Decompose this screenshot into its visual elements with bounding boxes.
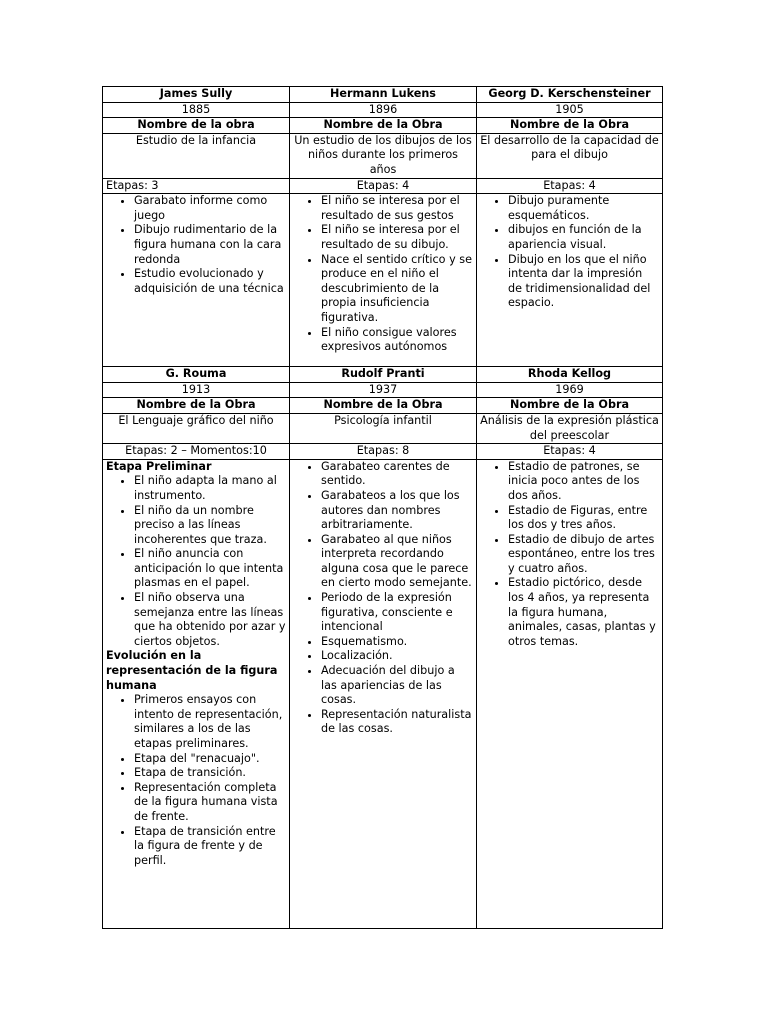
work-title: Análisis de la expresión plástica del preescolar: [477, 413, 663, 443]
list-item: • Dibujo rudimentario de la figura humana con la cara redonda: [134, 223, 286, 267]
list-item: • Estadio de Figuras, entre los dos y tres años.: [508, 504, 659, 533]
stages-list: [106, 693, 286, 868]
stages-list: [293, 194, 473, 355]
work-label-row: [103, 118, 663, 134]
list-item: • dibujos en función de la apariencia visual.: [508, 223, 659, 252]
stages-list: [106, 194, 286, 296]
section-title: Etapa Preliminar: [106, 459, 212, 473]
work-label: Nombre de la Obra: [477, 118, 663, 134]
stages-cell: [103, 194, 290, 367]
stages-cell: [477, 459, 663, 928]
stages-list-row: [103, 459, 663, 928]
list-item: • Dibujo en los que el niño intenta dar la impresión de tridimensionalidad del espacio.: [508, 253, 659, 311]
work-title: Psicología infantil: [290, 413, 477, 443]
year: 1937: [290, 382, 477, 398]
list-item: • Primeros ensayos con intento de representación, similares a los de las etapas preliminares.: [134, 693, 286, 751]
stages-count: Etapas: 4: [477, 444, 663, 460]
list-item: • Estudio evolucionado y adquisición de una técnica: [134, 267, 286, 296]
section-title: Evolución en la representación de la figura humana: [106, 649, 278, 692]
work-label: Nombre de la Obra: [290, 118, 477, 134]
stages-cell: [103, 459, 290, 928]
list-item: • Estadio de dibujo de artes espontáneo, entre los tres y cuatro años.: [508, 533, 659, 577]
stages-list: [480, 194, 659, 311]
year: 1896: [290, 102, 477, 118]
author-name: Rhoda Kellog: [477, 367, 663, 383]
list-item: • Representación naturalista de las cosas.: [321, 708, 473, 737]
stages-count: Etapas: 2 – Momentos:10: [103, 444, 290, 460]
list-item: • Periodo de la expresión figurativa, consciente e intencional: [321, 591, 473, 635]
stages-count: Etapas: 8: [290, 444, 477, 460]
list-item: • Dibujo puramente esquemáticos.: [508, 194, 659, 223]
stages-list-row: [103, 194, 663, 367]
list-item: • Etapa de transición entre la figura de frente y de perfil.: [134, 825, 286, 869]
comparison-table: [102, 86, 663, 929]
stages-cell: [477, 194, 663, 367]
year: 1905: [477, 102, 663, 118]
list-item: • Localización.: [321, 649, 473, 664]
work-title: Un estudio de los dibujos de los niños durante los primeros años: [290, 133, 477, 178]
list-item: • Garabateo carentes de sentido.: [321, 460, 473, 489]
year: 1913: [103, 382, 290, 398]
year: 1885: [103, 102, 290, 118]
list-item: • Nace el sentido crítico y se produce en el niño el descubrimiento de la propia insuficiencia figurativa.: [321, 253, 473, 326]
list-item: • Etapa de transición.: [134, 766, 286, 781]
stages-count: Etapas: 4: [290, 178, 477, 194]
work-title-row: [103, 133, 663, 178]
list-item: • Garabateo al que niños interpreta recordando alguna cosa que le parece en cierto modo semejante.: [321, 533, 473, 591]
year-row: [103, 102, 663, 118]
author-name: Georg D. Kerschensteiner: [477, 87, 663, 103]
list-item: • El niño anuncia con anticipación lo que intenta plasmas en el papel.: [134, 547, 286, 591]
stages-row: [103, 444, 663, 460]
list-item: • El niño observa una semejanza entre las líneas que ha obtenido por azar y ciertos objetos.: [134, 591, 286, 649]
author-name: G. Rouma: [103, 367, 290, 383]
year-row: [103, 382, 663, 398]
stages-row: [103, 178, 663, 194]
list-item: • El niño se interesa por el resultado de sus gestos: [321, 194, 473, 223]
work-label: Nombre de la obra: [103, 118, 290, 134]
author-name: James Sully: [103, 87, 290, 103]
list-item: • El niño adapta la mano al instrumento.: [134, 474, 286, 503]
author-row: [103, 367, 663, 383]
stages-list: [106, 474, 286, 649]
list-item: • Esquematismo.: [321, 635, 473, 650]
stages-count: Etapas: 4: [477, 178, 663, 194]
author-name: Hermann Lukens: [290, 87, 477, 103]
work-label: Nombre de la Obra: [477, 398, 663, 414]
work-title-row: [103, 413, 663, 443]
list-item: • Adecuación del dibujo a las apariencias de las cosas.: [321, 664, 473, 708]
work-label: Nombre de la Obra: [290, 398, 477, 414]
list-item: • Garabateos a los que los autores dan nombres arbitrariamente.: [321, 489, 473, 533]
list-item: • Garabato informe como juego: [134, 194, 286, 223]
work-title: El desarrollo de la capacidad de para el dibujo: [477, 133, 663, 178]
stages-cell: [290, 459, 477, 928]
list-item: • Etapa del "renacuajo".: [134, 752, 286, 767]
list-item: • Estadio pictórico, desde los 4 años, ya representa la figura humana, animales, casas, plantas y otros temas.: [508, 576, 659, 649]
list-item: • Representación completa de la figura humana vista de frente.: [134, 781, 286, 825]
stages-count: Etapas: 3: [103, 178, 290, 194]
list-item: • El niño consigue valores expresivos autónomos: [321, 326, 473, 355]
year: 1969: [477, 382, 663, 398]
list-item: • El niño da un nombre preciso a las líneas incoherentes que traza.: [134, 504, 286, 548]
stages-list: [293, 460, 473, 737]
work-label-row: [103, 398, 663, 414]
stages-cell: [290, 194, 477, 367]
work-title: El Lenguaje gráfico del niño: [103, 413, 290, 443]
author-row: [103, 87, 663, 103]
author-name: Rudolf Pranti: [290, 367, 477, 383]
stages-list: [480, 460, 659, 650]
list-item: • Estadio de patrones, se inicia poco antes de los dos años.: [508, 460, 659, 504]
list-item: • El niño se interesa por el resultado de su dibujo.: [321, 223, 473, 252]
work-label: Nombre de la Obra: [103, 398, 290, 414]
work-title: Estudio de la infancia: [103, 133, 290, 178]
